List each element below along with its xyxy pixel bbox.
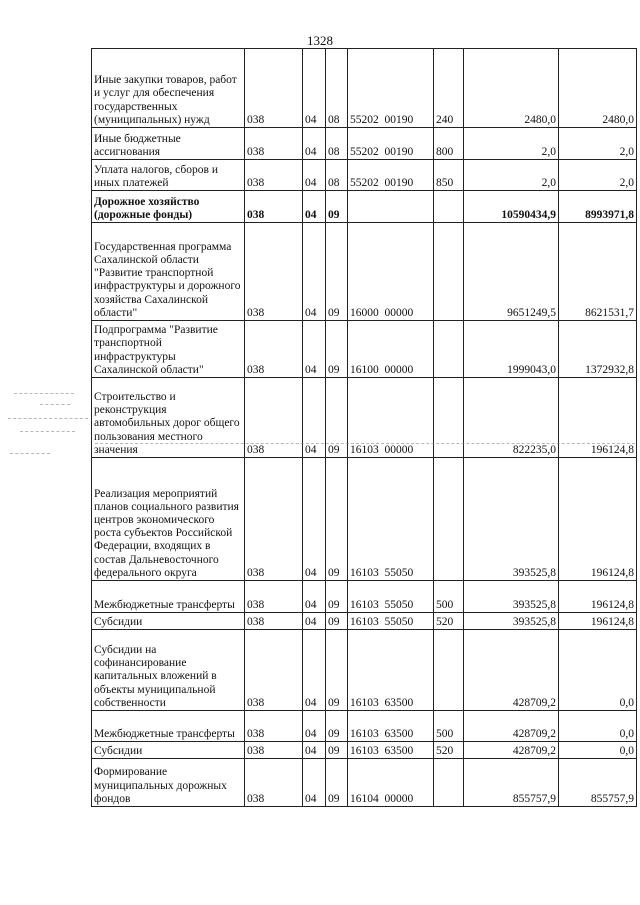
direction-code-part: 63500	[384, 696, 414, 709]
ministry-code: 038	[245, 458, 303, 581]
subsection-code: 09	[326, 458, 348, 581]
amount-year-1: 393525,8	[464, 613, 559, 630]
ministry-code: 038	[245, 49, 303, 128]
expense-type-code	[434, 378, 464, 458]
section-code: 04	[303, 581, 326, 613]
section-code: 04	[303, 49, 326, 128]
table-row	[92, 49, 637, 128]
direction-code-part: 55050	[384, 615, 414, 628]
expense-type-code: 520	[434, 742, 464, 759]
expense-type-code: 500	[434, 711, 464, 742]
expense-type-code: 850	[434, 160, 464, 191]
amount-year-1: 10590434,9	[464, 191, 559, 223]
amount-year-2: 8993971,8	[559, 191, 637, 223]
program-code	[348, 613, 434, 630]
table-row	[92, 458, 637, 581]
ministry-code: 038	[245, 711, 303, 742]
section-code: 04	[303, 630, 326, 711]
amount-year-1: 2480,0	[464, 49, 559, 128]
row-name: Дорожное хозяйство (дорожные фонды)	[92, 191, 245, 223]
subsection-code: 09	[326, 742, 348, 759]
row-name: Уплата налогов, сборов и иных платежей	[92, 160, 245, 191]
ministry-code: 038	[245, 630, 303, 711]
amount-year-1: 9651249,5	[464, 223, 559, 321]
expense-type-code	[434, 191, 464, 223]
subsection-code: 09	[326, 581, 348, 613]
table-row	[92, 321, 637, 378]
row-name: Государственная программа Сахалинской области "Развитие транспортной инфраструктуры и дорожного хозяйства Сахалинской области"	[92, 223, 245, 321]
table-row	[92, 160, 637, 191]
expense-type-code	[434, 759, 464, 807]
amount-year-1: 2,0	[464, 128, 559, 160]
ministry-code: 038	[245, 321, 303, 378]
direction-code-part: 00190	[384, 176, 414, 189]
program-code	[348, 223, 434, 321]
page-number: 1328	[307, 33, 333, 48]
program-code-part: 16103	[350, 566, 379, 579]
program-code-part: 55202	[350, 176, 379, 189]
section-code: 04	[303, 613, 326, 630]
program-code	[348, 160, 434, 191]
row-name: Межбюджетные трансферты	[92, 711, 245, 742]
subsection-code: 09	[326, 378, 348, 458]
amount-year-1: 822235,0	[464, 378, 559, 458]
table-row	[92, 630, 637, 711]
amount-year-2: 2480,0	[559, 49, 637, 128]
program-code-part: 16103	[350, 615, 379, 628]
section-code: 04	[303, 742, 326, 759]
amount-year-2: 2,0	[559, 160, 637, 191]
program-code	[348, 759, 434, 807]
table-row	[92, 191, 637, 223]
expense-type-code	[434, 630, 464, 711]
section-code: 04	[303, 223, 326, 321]
scan-noise-line	[14, 393, 74, 395]
expense-type-code: 240	[434, 49, 464, 128]
subsection-code: 08	[326, 128, 348, 160]
expense-type-code	[434, 321, 464, 378]
program-code	[348, 711, 434, 742]
scan-noise-line	[20, 431, 75, 433]
program-code	[348, 191, 434, 223]
row-name: Субсидии	[92, 613, 245, 630]
row-name: Субсидии на софинансирование капитальных вложений в объекты муниципальной собственности	[92, 630, 245, 711]
program-code-part: 16103	[350, 727, 379, 740]
program-code-part: 16100	[350, 363, 379, 376]
amount-year-2: 8621531,7	[559, 223, 637, 321]
program-code-part: 16104	[350, 792, 379, 805]
ministry-code: 038	[245, 160, 303, 191]
amount-year-1: 428709,2	[464, 711, 559, 742]
subsection-code: 09	[326, 613, 348, 630]
subsection-code: 08	[326, 49, 348, 128]
program-code-part: 16103	[350, 598, 379, 611]
program-code	[348, 128, 434, 160]
table-row	[92, 742, 637, 759]
scan-noise-line	[95, 443, 635, 445]
amount-year-1: 428709,2	[464, 742, 559, 759]
subsection-code: 09	[326, 223, 348, 321]
program-code	[348, 49, 434, 128]
program-code-part: 16103	[350, 443, 379, 456]
ministry-code: 038	[245, 191, 303, 223]
expense-type-code	[434, 223, 464, 321]
program-code-part: 16103	[350, 696, 379, 709]
expense-type-code: 500	[434, 581, 464, 613]
subsection-code: 08	[326, 160, 348, 191]
amount-year-2: 2,0	[559, 128, 637, 160]
expense-type-code: 800	[434, 128, 464, 160]
ministry-code: 038	[245, 378, 303, 458]
subsection-code: 09	[326, 321, 348, 378]
direction-code-part: 00000	[384, 443, 414, 456]
row-name: Строительство и реконструкция автомобильных дорог общего пользования местного значения	[92, 378, 245, 458]
table-row	[92, 613, 637, 630]
subsection-code: 09	[326, 711, 348, 742]
program-code-part: 16103	[350, 744, 379, 757]
amount-year-2: 196124,8	[559, 378, 637, 458]
table-row	[92, 759, 637, 807]
amount-year-2: 855757,9	[559, 759, 637, 807]
table-row	[92, 581, 637, 613]
direction-code-part: 63500	[384, 727, 414, 740]
amount-year-1: 393525,8	[464, 581, 559, 613]
section-code: 04	[303, 191, 326, 223]
amount-year-1: 428709,2	[464, 630, 559, 711]
scan-noise-line	[10, 453, 50, 455]
direction-code-part: 55050	[384, 598, 414, 611]
row-name: Иные закупки товаров, работ и услуг для обеспечения государственных (муниципальных) нужд	[92, 49, 245, 128]
ministry-code: 038	[245, 581, 303, 613]
row-name: Субсидии	[92, 742, 245, 759]
scan-noise-line	[40, 404, 70, 406]
section-code: 04	[303, 458, 326, 581]
subsection-code: 09	[326, 630, 348, 711]
program-code-part: 55202	[350, 145, 379, 158]
amount-year-1: 393525,8	[464, 458, 559, 581]
ministry-code: 038	[245, 759, 303, 807]
ministry-code: 038	[245, 128, 303, 160]
amount-year-1: 1999043,0	[464, 321, 559, 378]
table-row	[92, 128, 637, 160]
row-name: Реализация мероприятий планов социального развития центров экономического роста субъектов Российской Федерации, входящих в состав Дальневосточного федерального округа	[92, 458, 245, 581]
subsection-code: 09	[326, 191, 348, 223]
direction-code-part: 00190	[384, 145, 414, 158]
program-code	[348, 742, 434, 759]
program-code-part: 55202	[350, 113, 379, 126]
direction-code-part: 55050	[384, 566, 414, 579]
direction-code-part: 63500	[384, 744, 414, 757]
subsection-code: 09	[326, 759, 348, 807]
direction-code-part: 00000	[384, 792, 414, 805]
ministry-code: 038	[245, 613, 303, 630]
program-code	[348, 630, 434, 711]
table-row	[92, 223, 637, 321]
amount-year-2: 1372932,8	[559, 321, 637, 378]
program-code	[348, 581, 434, 613]
program-code	[348, 321, 434, 378]
row-name: Межбюджетные трансферты	[92, 581, 245, 613]
section-code: 04	[303, 759, 326, 807]
row-name: Формирование муниципальных дорожных фондов	[92, 759, 245, 807]
row-name: Подпрограмма "Развитие транспортной инфраструктуры Сахалинской области"	[92, 321, 245, 378]
amount-year-1: 855757,9	[464, 759, 559, 807]
row-name: Иные бюджетные ассигнования	[92, 128, 245, 160]
amount-year-2: 0,0	[559, 742, 637, 759]
budget-table	[91, 48, 637, 807]
program-code	[348, 458, 434, 581]
section-code: 04	[303, 711, 326, 742]
table-row	[92, 378, 637, 458]
amount-year-2: 196124,8	[559, 613, 637, 630]
amount-year-2: 196124,8	[559, 581, 637, 613]
section-code: 04	[303, 128, 326, 160]
ministry-code: 038	[245, 742, 303, 759]
section-code: 04	[303, 160, 326, 191]
table-row	[92, 711, 637, 742]
table-body	[92, 49, 637, 807]
amount-year-2: 0,0	[559, 630, 637, 711]
direction-code-part: 00000	[384, 363, 414, 376]
expense-type-code: 520	[434, 613, 464, 630]
section-code: 04	[303, 321, 326, 378]
amount-year-2: 196124,8	[559, 458, 637, 581]
program-code	[348, 378, 434, 458]
ministry-code: 038	[245, 223, 303, 321]
section-code: 04	[303, 378, 326, 458]
program-code-part: 16000	[350, 306, 379, 319]
direction-code-part: 00190	[384, 113, 414, 126]
amount-year-1: 2,0	[464, 160, 559, 191]
direction-code-part: 00000	[384, 306, 414, 319]
amount-year-2: 0,0	[559, 711, 637, 742]
scan-noise-line	[8, 418, 88, 420]
expense-type-code	[434, 458, 464, 581]
